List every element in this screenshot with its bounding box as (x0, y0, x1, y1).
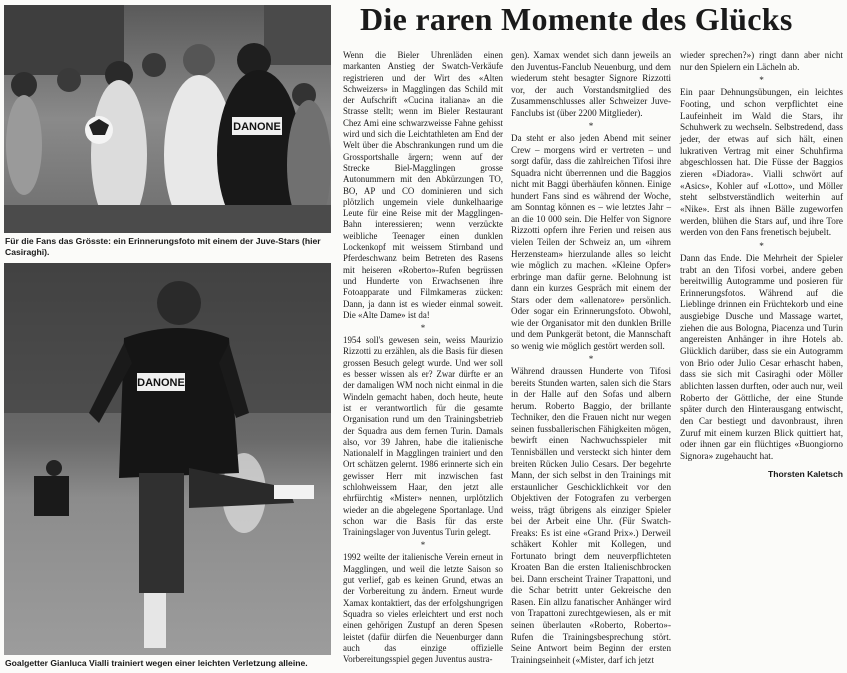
paragraph: wieder sprechen?») ringt dann aber nicht nur den Spielern ein Lächeln ab. (680, 50, 843, 72)
training-jersey-sponsor-text: DANONE (137, 377, 185, 389)
section-separator: * (420, 323, 426, 334)
author-byline: Thorsten Kaletsch (768, 468, 843, 479)
paragraph: 1992 weilte der italienische Verein erneut in Magglingen, und weil die letzte Saison so gut verlief, gab es keinen Grund, etwas an der Vorbereitung zu ändern. Erneut wurde Xamax kontaktiert, das der erfolgshungrigen Squadra so vieles erleichtert und erst noch einen gehörigen Zustupf an deren Spesen leistet (dafür dürfen die Neuenburger dann auch das einzige offizielle Vorbereitungsspiel gegen Juventus austra- (343, 552, 503, 665)
article-column-1 (343, 50, 503, 665)
section-separator: * (588, 121, 594, 132)
jersey-sponsor-text: DANONE (233, 121, 281, 133)
section-separator: * (588, 354, 594, 365)
paragraph: Da steht er also jeden Abend mit seiner Crew – morgens wird er vertreten – und sorgt dafür, dass die zahlreichen Tifosi ihre Squadra nicht überrennen und die Baggios nicht mit Baggi überhäufen können. Einige hundert Fans sind es während der Woche, am Sonntag können es – wie letztes Jahr – an die 10 000 sein. Die Helfer von Signore Rizzotti opfern ihre Ferien und reisen aus vielen Teilen der Schweiz an, um «ihrem Herzensteam» hierzulande alles so leicht wie möglich zu machen. «Kleine Opfer» erbringe man dafür gerne. Belohnung ist dann ein kurzes Gespräch mit einem der Stars oder dem «allenatore» persönlich. Oder sogar ein Erinnerungsfoto. Obwohl, wie der Organisator mit den dunklen Brille und dem Punkgerät betont, die Mannschaft so wenig wie möglich gestört werden soll. (511, 133, 671, 351)
fan-photo (4, 5, 331, 233)
training-photo-caption: Goalgetter Gianluca Vialli trainiert wegen einer leichten Verletzung alleine. (5, 658, 308, 668)
training-photo-image (4, 263, 331, 655)
section-separator: * (759, 240, 764, 251)
article-column-2 (511, 50, 671, 666)
article-column-3 (680, 50, 843, 480)
section-separator: * (759, 75, 764, 86)
paragraph: Wenn die Bieler Uhrenläden einen markanten Anstieg der Swatch-Verkäufe registrieren und der Wirt des «Alten Schweizers» in Magglingen das Schild mit der Aufschrift «Cucina italiana» an die Strasse stellt; wenn im Bieler Restaurant Chez Ami eine schwarzweisse Fahne gehisst wird und sich die Leichtathleten am End der Welt über die Abschrankungen rund um die Grossportshalle ärgern; wenn auf der Strecke Biel-Magglingen grosse Autonummern mit den Abkürzungen TO, BO, AP und CO dominieren und sich plötzlich ungemein viele dunkelhaarige Leute für eine Reise mit der Magglingen-Bahn interessieren; wenn verzückte weibliche Teenager einen dunklen Lockenkopf mit weissem Stirnband und Pferdeschwanz beim Betreten des Rasens mit heiseren «Roberto»-Rufen begrüssen und Hunderte von Erwachsenen ihre Fotoapparate und Filmkameras zücken: Dann, ja dann ist es wieder einmal soweit. Die «Alte Dame» ist da! (343, 50, 503, 320)
paragraph: Dann das Ende. Die Mehrheit der Spieler trabt an den Tifosi vorbei, andere geben bereitwillig Autogramme und posieren für Erinnerungsfotos. Während auf die Lieblinge drinnen ein Früchtekorb und eine ausgiebige Dusche und Massage wartet, ziehen die aus Bologna, Piacenza und Turin angereisten Anhänger in ihre Hotels ab. Glücklich darüber, dass sie ein Autogramm von Brio oder Julio Cesar erhascht haben, dass sie sich mit Casiraghi oder Möller ablichten lassen durften, oder auch nur, weil Roberto der Göttliche, der eine Stunde später durch den Hinterausgang entwischt, den Car bestiegt und davonbraust, ihren Zuruf mit einem kurzen Blick quittiert hat, oder ihnen gar ein flüchtiges «Buongiorno Signora» zugehaucht hat. (680, 252, 843, 461)
fan-photo-image (4, 5, 331, 233)
paragraph: Während draussen Hunderte von Tifosi bereits Stunden warten, salen sich die Stars in der Halle auf den Sofas und albern herum. Roberto Baggio, der brillante Techniker, den die Frauen nicht nur wegen seinen fussballerischen Fähigkeiten mögen, bewirft einen Nachwuchsspieler mit Tennisbällen und versteckt sich hinter dem breiten Rücken Julio Cesars. Der begehrte Mann, der sich selbst in den Trainings mit erstaunlicher Geschicklichkeit vor den Objektiven der Fotografen zu verbergen weiss, trägt übrigens als einziger Spieler bei der Arbeit eine Uhr. (Für Swatch-Freaks: Es ist eine «Grand Prix».) Derweil schäkert Kohler mit Kollegen, und Fortunato bringt dem neuverpflichteten Kroaten Ban die ersten Italienischbrocken bei. Dann erscheint Trainer Trapattoni, und die Schar betritt unter Gekreische den Rasen. Ein allzu fanatischer Anhänger wird von Trapattoni zurechtgewiesen, als er mit seinen überlauten «Roberto, Roberto»-Rufen die Trainingsbesprechung stört. Seine Antwort beim Beginn der ersten Trainingseinheit («Mister, darf ich jetzt (511, 366, 671, 665)
training-photo (4, 263, 331, 655)
paragraph: 1954 soll's gewesen sein, weiss Maurizio Rizzotti zu erzählen, als die Basis für diesen grossen Besuch gelegt wurde. Und wer soll es besser wissen als er? Zwar dürfte er an der damaligen WM noch nicht einmal in die Windeln gemacht haben, doch heute, heute ist er verantwortlich für die gesamte Organisation rund um den Trainingsbetrieb der Squadra aus dem fernen Turin. Damals also, vor 39 Jahren, habe die italienische Nationalelf in Magglingen trainiert und den Ort schätzen gelernt. 1986 erinnerte sich ein gewisser Herr mit inzwischen fast schlohweissem Haar, den jetzt alle ehrfürchtig «Mister» nennen, urplötzlich wieder an die abgelegene Sportanlage. Und schon war die Basis für das erste Trainingslager von Juventus Turin gelegt. (343, 335, 503, 538)
paragraph: Ein paar Dehnungsübungen, ein leichtes Footing, und schon verpflichtet eine Laufeinheit im Wald die Stars, ihr Schuhwerk zu wechseln. Selbstredend, dass jeder, der etwas auf sich hält, einen lukrativen Vertrag mit einer Schuhfirma abgeschlossen hat. Die Füsse der Baggios zieren «Diadora». Vialli schwört auf «Asics», Kohler auf «Lotto», und Möller steht selbstverständlich weiterhin auf «Nike». Erst als ihnen Bälle zugeworfen werden, blühen die Stars auf, und ihre Tore werden von den Fans frenetisch bejubelt. (680, 87, 843, 238)
fan-photo-caption: Für die Fans das Grösste: ein Erinnerungsfoto mit einem der Juve-Stars (hier Casiraghi). (5, 236, 321, 257)
section-separator: * (420, 540, 426, 551)
article-headline: Die raren Momente des Glücks (360, 1, 793, 37)
paragraph: gen). Xamax wendet sich dann jeweils an den Juventus-Fanclub Neuenburg, und dem wiederum steht besagter Signore Rizzotti vor, der auch Vorstandsmitglied des Zusammenschlusses aller Schweizer Juve-Fanclubs ist (über 2200 Mitglieder). (511, 50, 671, 118)
